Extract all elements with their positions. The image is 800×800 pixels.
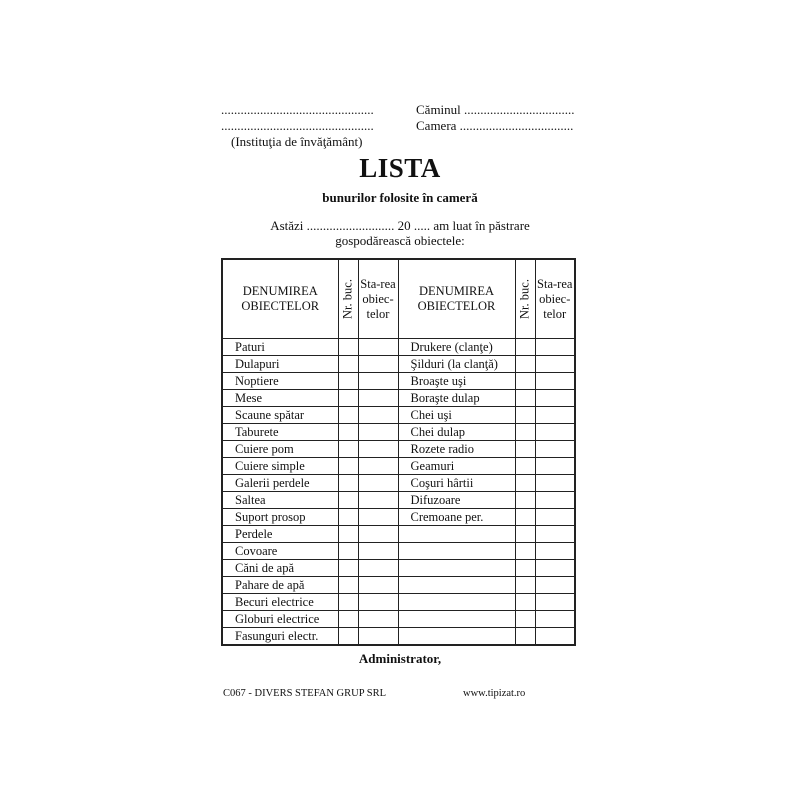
footer-website: www.tipizat.ro bbox=[463, 688, 526, 699]
qty-cell-left[interactable] bbox=[338, 628, 358, 646]
state-cell-left[interactable] bbox=[358, 424, 398, 441]
state-cell-right[interactable] bbox=[535, 560, 575, 577]
table-row bbox=[222, 560, 575, 577]
state-cell-right[interactable] bbox=[535, 594, 575, 611]
state-cell-left[interactable] bbox=[358, 390, 398, 407]
item-name-right: Cremoane per. bbox=[398, 509, 515, 526]
table-row bbox=[222, 424, 575, 441]
qty-cell-right[interactable] bbox=[515, 441, 535, 458]
qty-cell-right[interactable] bbox=[515, 560, 535, 577]
state-cell-left[interactable] bbox=[358, 611, 398, 628]
item-name-left: Pahare de apă bbox=[222, 577, 338, 594]
qty-cell-left[interactable] bbox=[338, 509, 358, 526]
table-row bbox=[222, 475, 575, 492]
qty-cell-right[interactable] bbox=[515, 543, 535, 560]
item-name-right bbox=[398, 594, 515, 611]
qty-cell-left[interactable] bbox=[338, 594, 358, 611]
state-cell-left[interactable] bbox=[358, 577, 398, 594]
qty-cell-left[interactable] bbox=[338, 356, 358, 373]
state-cell-left[interactable] bbox=[358, 356, 398, 373]
item-name-right bbox=[398, 611, 515, 628]
qty-cell-left[interactable] bbox=[338, 407, 358, 424]
state-cell-left[interactable] bbox=[358, 560, 398, 577]
qty-cell-right[interactable] bbox=[515, 526, 535, 543]
table-row bbox=[222, 577, 575, 594]
item-name-left: Scaune spătar bbox=[222, 407, 338, 424]
col-header-state-right: Sta-rea obiec-telor bbox=[535, 259, 575, 339]
state-cell-right[interactable] bbox=[535, 441, 575, 458]
table-row bbox=[222, 509, 575, 526]
item-name-left: Mese bbox=[222, 390, 338, 407]
item-name-left: Dulapuri bbox=[222, 356, 338, 373]
item-name-left: Noptiere bbox=[222, 373, 338, 390]
table-row bbox=[222, 407, 575, 424]
qty-cell-left[interactable] bbox=[338, 560, 358, 577]
state-cell-right[interactable] bbox=[535, 407, 575, 424]
item-name-right bbox=[398, 526, 515, 543]
qty-cell-right[interactable] bbox=[515, 458, 535, 475]
state-cell-right[interactable] bbox=[535, 424, 575, 441]
qty-cell-right[interactable] bbox=[515, 407, 535, 424]
administrator-signature-label: Administrator, bbox=[358, 651, 442, 666]
state-cell-left[interactable] bbox=[358, 373, 398, 390]
qty-cell-right[interactable] bbox=[515, 356, 535, 373]
col-header-name-left: DENUMIREA OBIECTELOR bbox=[222, 259, 338, 339]
item-name-right: Geamuri bbox=[398, 458, 515, 475]
state-cell-right[interactable] bbox=[535, 509, 575, 526]
item-name-left: Fasunguri electr. bbox=[222, 628, 338, 646]
table-row bbox=[222, 594, 575, 611]
document-subtitle: bunurilor folosite în cameră bbox=[322, 190, 478, 205]
qty-cell-left[interactable] bbox=[338, 441, 358, 458]
table-header-row bbox=[222, 259, 575, 339]
col-header-name-right: DENUMIREA OBIECTELOR bbox=[398, 259, 515, 339]
item-name-left: Galerii perdele bbox=[222, 475, 338, 492]
item-name-right: Chei uşi bbox=[398, 407, 515, 424]
state-cell-left[interactable] bbox=[358, 526, 398, 543]
table-row bbox=[222, 492, 575, 509]
item-name-right bbox=[398, 560, 515, 577]
qty-cell-left[interactable] bbox=[338, 458, 358, 475]
table-row bbox=[222, 373, 575, 390]
item-name-left: Covoare bbox=[222, 543, 338, 560]
item-name-right: Chei dulap bbox=[398, 424, 515, 441]
col-header-qty-right-label: Nr. buc. bbox=[517, 279, 532, 319]
state-cell-right[interactable] bbox=[535, 356, 575, 373]
intro-line-1: Astăzi ........................... 20 ..... am luat în păstrare bbox=[270, 218, 530, 233]
item-name-left: Globuri electrice bbox=[222, 611, 338, 628]
institution-line-1: ............................................... bbox=[221, 102, 374, 117]
state-cell-left[interactable] bbox=[358, 543, 398, 560]
item-name-left: Cuiere simple bbox=[222, 458, 338, 475]
col-header-qty-left-label: Nr. buc. bbox=[340, 279, 355, 319]
table-row bbox=[222, 390, 575, 407]
qty-cell-left[interactable] bbox=[338, 543, 358, 560]
state-cell-left[interactable] bbox=[358, 628, 398, 646]
table-row bbox=[222, 611, 575, 628]
state-cell-right[interactable] bbox=[535, 526, 575, 543]
state-cell-right[interactable] bbox=[535, 628, 575, 646]
qty-cell-right[interactable] bbox=[515, 628, 535, 646]
item-name-left: Paturi bbox=[222, 339, 338, 356]
state-cell-left[interactable] bbox=[358, 339, 398, 356]
item-name-left: Cuiere pom bbox=[222, 441, 338, 458]
camin-line: Căminul .................................. bbox=[416, 102, 575, 117]
item-name-right: Broaşte uşi bbox=[398, 373, 515, 390]
item-name-left: Căni de apă bbox=[222, 560, 338, 577]
item-name-right bbox=[398, 577, 515, 594]
state-cell-left[interactable] bbox=[358, 492, 398, 509]
institution-line-2: ............................................... bbox=[221, 118, 374, 133]
state-cell-left[interactable] bbox=[358, 509, 398, 526]
item-name-left: Perdele bbox=[222, 526, 338, 543]
qty-cell-left[interactable] bbox=[338, 475, 358, 492]
qty-cell-right[interactable] bbox=[515, 475, 535, 492]
state-cell-right[interactable] bbox=[535, 458, 575, 475]
item-name-right bbox=[398, 628, 515, 646]
qty-cell-right[interactable] bbox=[515, 611, 535, 628]
item-name-right bbox=[398, 543, 515, 560]
table-row bbox=[222, 526, 575, 543]
state-cell-right[interactable] bbox=[535, 577, 575, 594]
state-cell-right[interactable] bbox=[535, 611, 575, 628]
table-row bbox=[222, 628, 575, 646]
qty-cell-left[interactable] bbox=[338, 577, 358, 594]
item-name-right: Şilduri (la clanţă) bbox=[398, 356, 515, 373]
qty-cell-right[interactable] bbox=[515, 509, 535, 526]
state-cell-left[interactable] bbox=[358, 475, 398, 492]
item-name-right: Rozete radio bbox=[398, 441, 515, 458]
state-cell-left[interactable] bbox=[358, 594, 398, 611]
table-row bbox=[222, 543, 575, 560]
qty-cell-left[interactable] bbox=[338, 611, 358, 628]
inventory-table bbox=[221, 258, 576, 646]
col-header-qty-left bbox=[338, 259, 358, 339]
item-name-right: Difuzoare bbox=[398, 492, 515, 509]
qty-cell-right[interactable] bbox=[515, 339, 535, 356]
state-cell-left[interactable] bbox=[358, 458, 398, 475]
institution-caption: (Instituţia de învăţământ) bbox=[231, 134, 363, 149]
state-cell-right[interactable] bbox=[535, 373, 575, 390]
item-name-right: Coşuri hârtii bbox=[398, 475, 515, 492]
document-title: LISTA bbox=[359, 153, 441, 183]
qty-cell-left[interactable] bbox=[338, 526, 358, 543]
qty-cell-left[interactable] bbox=[338, 373, 358, 390]
qty-cell-left[interactable] bbox=[338, 492, 358, 509]
camera-line: Camera ................................... bbox=[416, 118, 574, 133]
item-name-right: Boraşte dulap bbox=[398, 390, 515, 407]
state-cell-right[interactable] bbox=[535, 339, 575, 356]
state-cell-left[interactable] bbox=[358, 407, 398, 424]
qty-cell-right[interactable] bbox=[515, 492, 535, 509]
state-cell-left[interactable] bbox=[358, 441, 398, 458]
qty-cell-left[interactable] bbox=[338, 424, 358, 441]
qty-cell-right[interactable] bbox=[515, 390, 535, 407]
item-name-left: Suport prosop bbox=[222, 509, 338, 526]
col-header-state-left: Sta-rea obiec-telor bbox=[358, 259, 398, 339]
state-cell-right[interactable] bbox=[535, 390, 575, 407]
table-row bbox=[222, 339, 575, 356]
qty-cell-right[interactable] bbox=[515, 373, 535, 390]
state-cell-right[interactable] bbox=[535, 543, 575, 560]
table-row bbox=[222, 441, 575, 458]
table-row bbox=[222, 458, 575, 475]
item-name-left: Becuri electrice bbox=[222, 594, 338, 611]
qty-cell-left[interactable] bbox=[338, 390, 358, 407]
qty-cell-right[interactable] bbox=[515, 424, 535, 441]
qty-cell-right[interactable] bbox=[515, 577, 535, 594]
state-cell-right[interactable] bbox=[535, 492, 575, 509]
footer-code: C067 - DIVERS STEFAN GRUP SRL bbox=[223, 688, 387, 699]
qty-cell-left[interactable] bbox=[338, 339, 358, 356]
qty-cell-right[interactable] bbox=[515, 594, 535, 611]
item-name-left: Taburete bbox=[222, 424, 338, 441]
intro-line-2: gospodărească obiectele: bbox=[335, 233, 465, 248]
item-name-right: Drukere (clanţe) bbox=[398, 339, 515, 356]
col-header-qty-right bbox=[515, 259, 535, 339]
item-name-left: Saltea bbox=[222, 492, 338, 509]
state-cell-right[interactable] bbox=[535, 475, 575, 492]
table-row bbox=[222, 356, 575, 373]
